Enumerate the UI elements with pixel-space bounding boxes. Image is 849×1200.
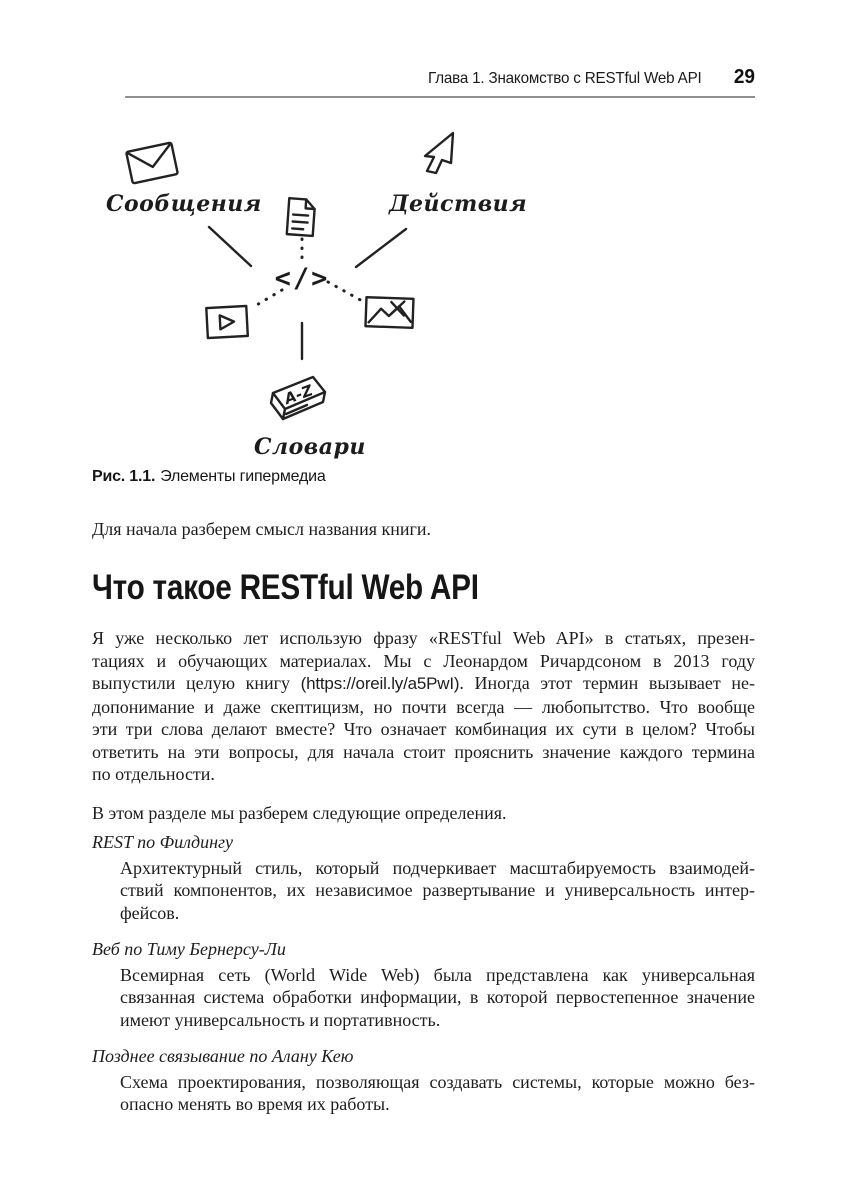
text-line bbox=[92, 672, 755, 696]
book-icon bbox=[271, 377, 325, 419]
text-line: Я уже несколько лет использую фразу «RESTful Web API» в статьях, презен- bbox=[92, 628, 755, 648]
intro-paragraph: Для начала разберем смысл названия книги. bbox=[92, 519, 432, 539]
definition-list bbox=[92, 831, 755, 1130]
paragraph-2: В этом разделе мы разберем следующие определения. bbox=[92, 803, 507, 823]
definition-body bbox=[92, 1071, 755, 1116]
text-line: Схема проектирования, позволяющая создавать системы, которые можно без- bbox=[120, 1071, 755, 1092]
text-line: Всемирная сеть (World Wide Web) была представлена как универсальная bbox=[120, 964, 755, 985]
definition-body bbox=[92, 964, 755, 1032]
text-line: фейсов. bbox=[120, 902, 180, 923]
actions-label: Действия bbox=[389, 191, 528, 217]
video-icon bbox=[206, 306, 248, 338]
text-line: ствий компонентов, их независимое развертывание и универсальность интер- bbox=[120, 880, 755, 900]
text-line: Архитектурный стиль, который подчеркивает масштабируемость взаимодей- bbox=[120, 857, 755, 878]
running-head bbox=[125, 66, 755, 98]
page-number: 29 bbox=[733, 66, 755, 88]
text-line: допонимание и даже скептицизм, но почти всегда — любопытство. Что вообще bbox=[92, 696, 755, 717]
text-line: связанная система обработки информации, в которой первостепенное значение bbox=[120, 987, 755, 1007]
messages-label: Сообщения bbox=[106, 191, 262, 217]
image-icon bbox=[365, 297, 413, 328]
cursor-icon bbox=[425, 133, 453, 173]
text-line: эти три слова делают вместе? Что означает комбинация их сути в целом? Чтобы bbox=[92, 719, 755, 739]
definition-body bbox=[92, 857, 755, 925]
paragraph-1 bbox=[92, 627, 755, 786]
caption-number: Рис. 1.1. bbox=[92, 468, 156, 485]
dictionaries-label: Словари bbox=[254, 434, 366, 460]
connector-image-dots bbox=[328, 282, 364, 302]
text-segment: . Иногда этот термин вызывает не- bbox=[459, 673, 755, 693]
definition-term: Веб по Тиму Бернерсу-Ли bbox=[92, 939, 286, 959]
definition-term: Позднее связывание по Алану Кею bbox=[92, 1046, 354, 1066]
figure-canvas bbox=[92, 125, 530, 465]
envelope-icon bbox=[126, 143, 178, 184]
text-line: ответить на эти вопросы, для начала стоит прояснить значение каждого термина bbox=[92, 741, 755, 762]
inline-url: (https://oreil.ly/a5PwI) bbox=[300, 674, 460, 693]
text-line: имеют универсальность и портативность. bbox=[120, 1009, 441, 1030]
figure-caption bbox=[92, 468, 755, 486]
text-segment: выпустили целую книгу bbox=[92, 673, 301, 693]
section-heading: Что такое RESTful Web API bbox=[92, 568, 479, 607]
text-line: по отдельности. bbox=[92, 764, 215, 784]
caption-text: Элементы гипермедиа bbox=[160, 468, 326, 485]
text-line: опасно менять во время их работы. bbox=[120, 1094, 390, 1114]
connector-messages-line bbox=[209, 227, 251, 266]
text-line: тациях и обучающих материалах. Мы с Леонардом Ричардсоном в 2013 году bbox=[92, 650, 755, 671]
hypermedia-figure bbox=[92, 125, 530, 465]
document-icon bbox=[287, 198, 315, 236]
code-icon: </> bbox=[274, 263, 330, 294]
book-cover-text: A-Z bbox=[282, 381, 316, 409]
chapter-title: Глава 1. Знакомство с RESTful Web API bbox=[428, 70, 702, 87]
connector-actions-line bbox=[356, 229, 406, 267]
definition-term: REST по Филдингу bbox=[92, 832, 234, 852]
